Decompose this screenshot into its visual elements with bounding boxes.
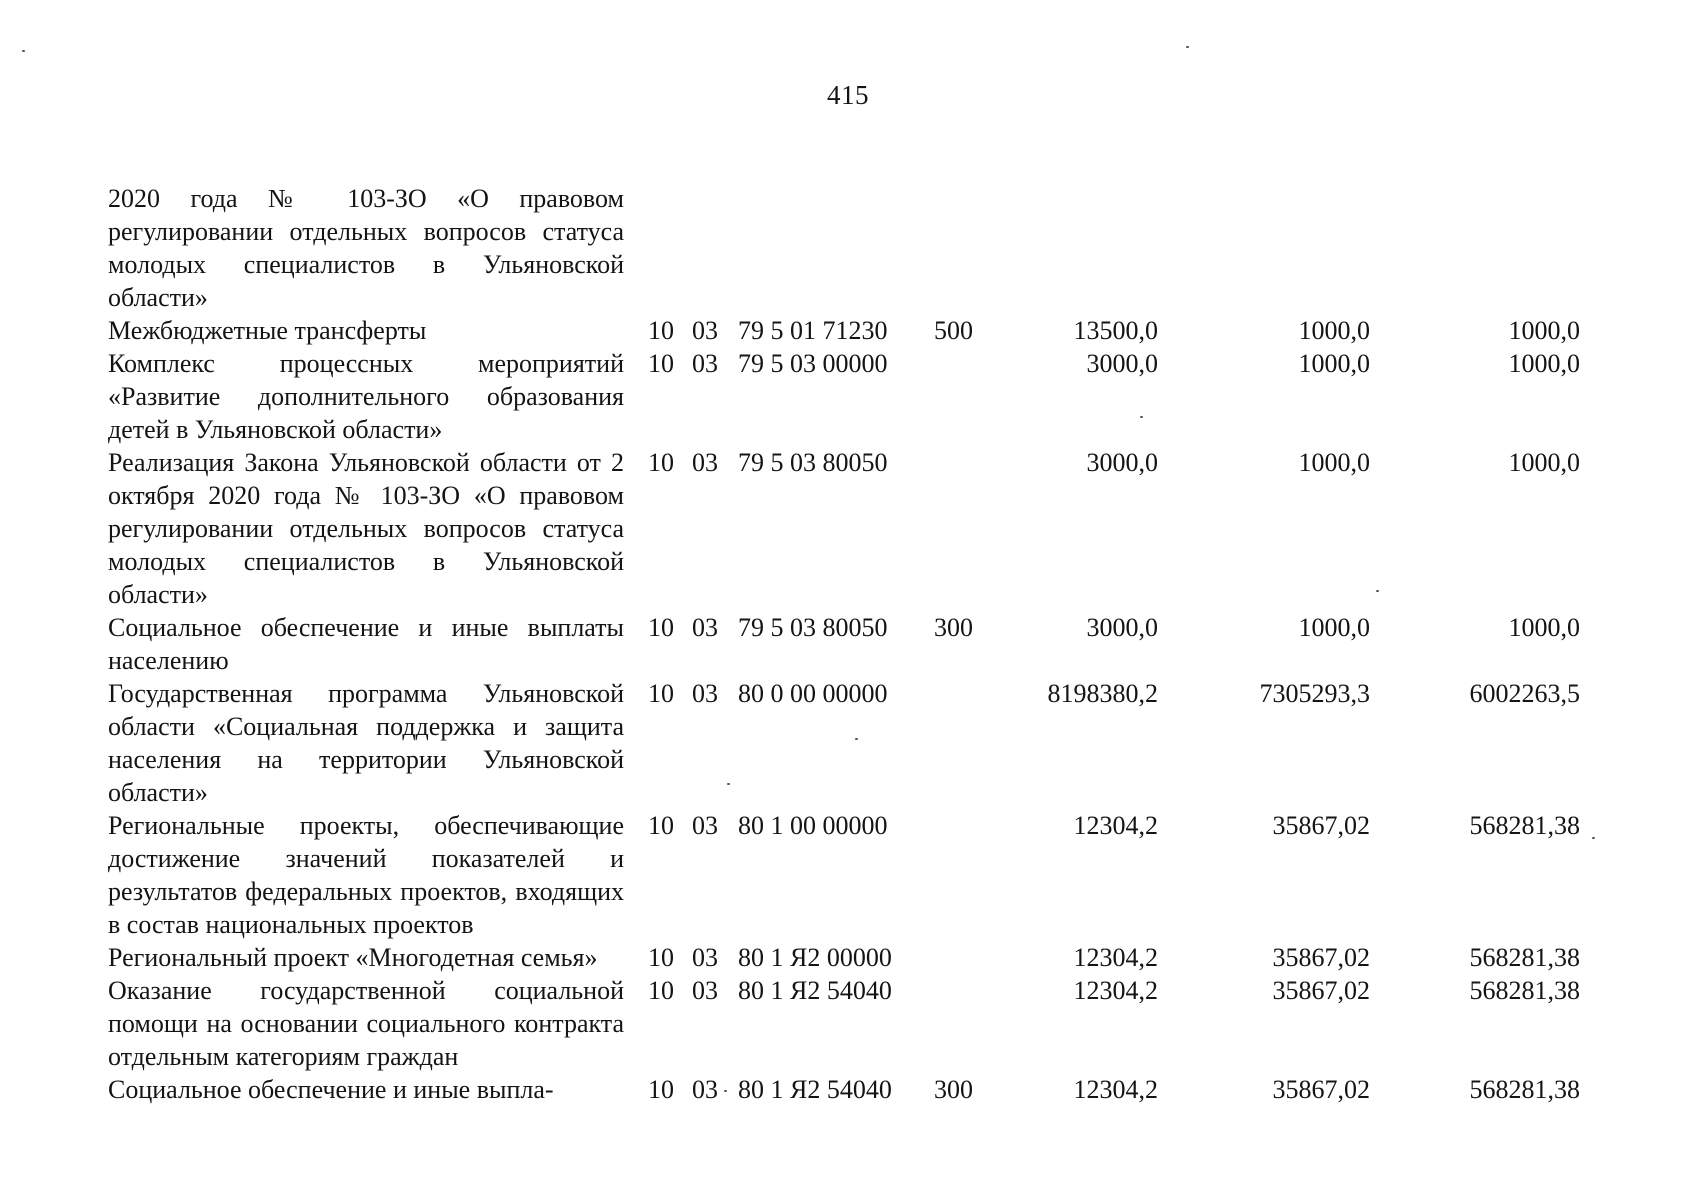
row-description: Социальное обеспечение и иные выпла- xyxy=(108,1075,554,1104)
scan-speck xyxy=(1186,46,1189,48)
amount-year-3: 1000,0 xyxy=(1508,613,1580,642)
row-description: Социальное обеспечение и иные выплаты населению xyxy=(108,613,624,675)
amount-year-2: 1000,0 xyxy=(1298,613,1370,642)
amount-year-3: 568281,38 xyxy=(1469,1075,1580,1104)
table-row xyxy=(108,941,1608,974)
subsection-code: 03 xyxy=(692,349,718,378)
scan-speck xyxy=(724,1090,727,1092)
target-article-code: 79 5 03 00000 xyxy=(738,349,888,378)
section-code: 10 xyxy=(648,613,674,642)
scan-speck xyxy=(855,738,858,740)
section-code: 10 xyxy=(648,349,674,378)
row-description: Комплекс процессных мероприятий «Развитие дополнительного образования детей в Ульяновской области» xyxy=(108,349,624,444)
table-row xyxy=(108,314,1608,347)
section-code: 10 xyxy=(648,976,674,1005)
amount-year-1: 3000,0 xyxy=(1086,613,1158,642)
subsection-code: 03 xyxy=(692,316,718,345)
amount-year-2: 35867,02 xyxy=(1272,811,1370,840)
amount-year-2: 35867,02 xyxy=(1272,943,1370,972)
subsection-code: 03 xyxy=(692,811,718,840)
amount-year-1: 12304,2 xyxy=(1073,1075,1158,1104)
subsection-code: 03 xyxy=(692,1075,718,1104)
row-description: 2020 года № 103-ЗО «О правовом регулировании отдельных вопросов статуса молодых специалистов в Ульяновской области» xyxy=(108,184,624,312)
amount-year-1: 12304,2 xyxy=(1073,976,1158,1005)
amount-year-2: 7305293,3 xyxy=(1259,679,1370,708)
row-description: Региональные проекты, обеспечивающие достижение значений показателей и результатов федеральных проектов, входящих в состав национальных проектов xyxy=(108,811,624,939)
target-article-code: 80 1 00 00000 xyxy=(738,811,888,840)
subsection-code: 03 xyxy=(692,679,718,708)
section-code: 10 xyxy=(648,1075,674,1104)
section-code: 10 xyxy=(648,943,674,972)
table-row xyxy=(108,347,1608,446)
budget-table xyxy=(108,182,1608,1106)
table-row xyxy=(108,446,1608,611)
amount-year-3: 568281,38 xyxy=(1469,943,1580,972)
amount-year-3: 1000,0 xyxy=(1508,448,1580,477)
amount-year-2: 1000,0 xyxy=(1298,349,1370,378)
table-row xyxy=(108,1073,1608,1106)
table-row xyxy=(108,809,1608,941)
row-description: Межбюджетные трансферты xyxy=(108,316,427,345)
table-row xyxy=(108,611,1608,677)
amount-year-3: 1000,0 xyxy=(1508,316,1580,345)
page-number: 415 xyxy=(827,80,869,110)
section-code: 10 xyxy=(648,811,674,840)
amount-year-2: 35867,02 xyxy=(1272,976,1370,1005)
expense-type-code: 300 xyxy=(934,613,973,642)
table-row xyxy=(108,677,1608,809)
amount-year-1: 3000,0 xyxy=(1086,448,1158,477)
subsection-code: 03 xyxy=(692,613,718,642)
scan-speck xyxy=(22,50,25,52)
target-article-code: 80 0 00 00000 xyxy=(738,679,888,708)
amount-year-2: 35867,02 xyxy=(1272,1075,1370,1104)
amount-year-3: 568281,38 xyxy=(1469,976,1580,1005)
amount-year-1: 8198380,2 xyxy=(1047,679,1158,708)
scan-speck xyxy=(1592,837,1595,839)
table-row xyxy=(108,182,1608,314)
target-article-code: 79 5 01 71230 xyxy=(738,316,888,345)
subsection-code: 03 xyxy=(692,448,718,477)
scan-speck xyxy=(1376,590,1379,592)
amount-year-2: 1000,0 xyxy=(1298,316,1370,345)
row-description: Региональный проект «Многодетная семья» xyxy=(108,943,598,972)
amount-year-1: 3000,0 xyxy=(1086,349,1158,378)
section-code: 10 xyxy=(648,679,674,708)
amount-year-2: 1000,0 xyxy=(1298,448,1370,477)
amount-year-1: 13500,0 xyxy=(1073,316,1158,345)
target-article-code: 79 5 03 80050 xyxy=(738,613,888,642)
amount-year-1: 12304,2 xyxy=(1073,811,1158,840)
scan-speck xyxy=(727,783,730,785)
amount-year-1: 12304,2 xyxy=(1073,943,1158,972)
table-row xyxy=(108,974,1608,1073)
subsection-code: 03 xyxy=(692,943,718,972)
row-description: Оказание государственной социальной помощи на основании социального контракта отдельным категориям граждан xyxy=(108,976,624,1071)
target-article-code: 80 1 Я2 54040 xyxy=(738,1075,892,1104)
amount-year-3: 6002263,5 xyxy=(1469,679,1580,708)
target-article-code: 80 1 Я2 54040 xyxy=(738,976,892,1005)
row-description: Реализация Закона Ульяновской области от 2 октября 2020 года № 103-ЗО «О правовом регулировании отдельных вопросов статуса молодых специалистов в Ульяновской области» xyxy=(108,448,624,609)
row-description: Государственная программа Ульяновской области «Социальная поддержка и защита населения на территории Ульяновской области» xyxy=(108,679,624,807)
target-article-code: 80 1 Я2 00000 xyxy=(738,943,892,972)
expense-type-code: 500 xyxy=(934,316,973,345)
target-article-code: 79 5 03 80050 xyxy=(738,448,888,477)
section-code: 10 xyxy=(648,448,674,477)
scan-speck xyxy=(1140,416,1143,418)
subsection-code: 03 xyxy=(692,976,718,1005)
amount-year-3: 1000,0 xyxy=(1508,349,1580,378)
expense-type-code: 300 xyxy=(934,1075,973,1104)
amount-year-3: 568281,38 xyxy=(1469,811,1580,840)
section-code: 10 xyxy=(648,316,674,345)
